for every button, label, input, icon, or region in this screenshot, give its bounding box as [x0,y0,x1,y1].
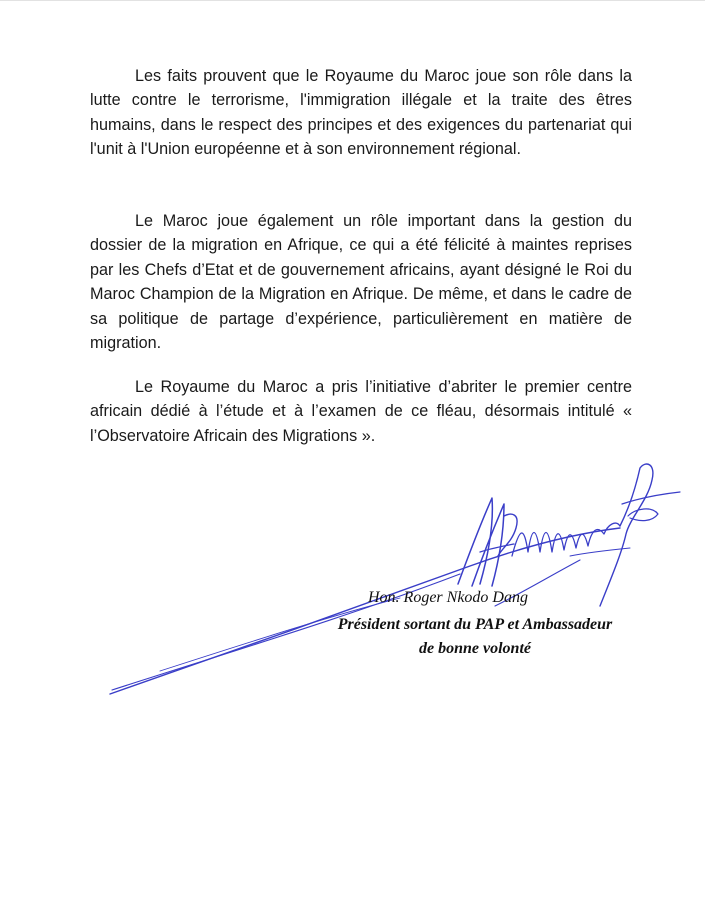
paragraph-2: Le Maroc joue également un rôle important dans la gestion du dossier de la migration en Afrique, ce qui a été félicité à maintes reprises par les Chefs d’Etat et de gouvernement africains, ayant désigné le Roi du Maroc Champion de la Migration en Afrique. De même, et dans le cadre de sa politique de partage d’expérience, particulièrement en matière de migration. [90,212,632,353]
paragraph-1: Les faits prouvent que le Royaume du Maroc joue son rôle dans la lutte contre le terrorisme, l'immigration illégale et la traite des êtres humains, dans le respect des principes et des exigences du partenariat qui l'unit à l'Union européenne et à son environnement régional. [90,67,632,159]
signatory-title [305,613,645,661]
signatory-title-line-2: de bonne volonté [419,640,531,657]
signatory-title-line-1: Président sortant du PAP et Ambassadeur [337,616,613,633]
signatory-name: Hon. Roger Nkodo Dang [368,589,528,606]
paragraph-3: Le Royaume du Maroc a pris l’initiative d’abriter le premier centre africain dédié à l’étude et à l’examen de ce fléau, désormais intitulé « l’Observatoire Africain des Migrations ». [90,378,632,445]
handwritten-signature [100,456,690,706]
